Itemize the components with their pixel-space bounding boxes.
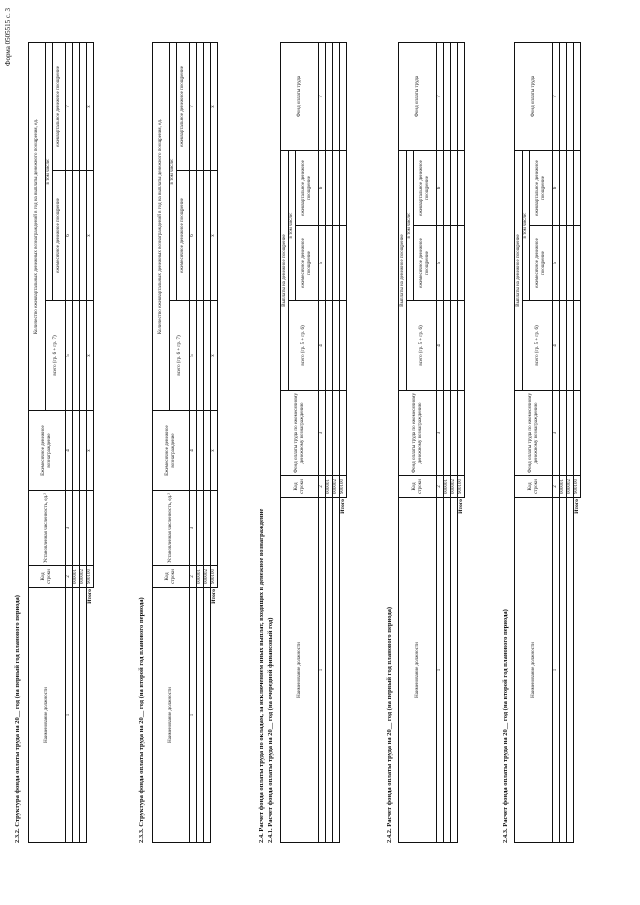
row-code: 000001	[73, 566, 80, 588]
cell-value[interactable]	[458, 150, 465, 225]
cell-value[interactable]	[560, 150, 567, 225]
header-position: Наименование должности	[29, 588, 66, 843]
cell-value[interactable]	[73, 301, 80, 411]
cell-value[interactable]	[444, 226, 451, 301]
header-fund: Фонд оплаты труда	[399, 42, 437, 150]
total-code: 900100	[87, 566, 94, 588]
col-number: 3	[319, 391, 326, 476]
cell-value[interactable]	[560, 301, 567, 391]
cell-value[interactable]	[340, 150, 347, 225]
cell-value[interactable]	[73, 42, 80, 170]
header-quarterly-bonus: ежеквартальное денежное поощрение	[414, 150, 437, 225]
cell-value[interactable]	[73, 491, 80, 566]
section-title-2-3-3: 2.3.3. Структура фонда оплаты труда на 20__ год (на второй год планового периода)	[138, 597, 145, 843]
total-row	[211, 42, 218, 842]
cell-value[interactable]	[560, 391, 567, 476]
col-number: 2	[190, 566, 197, 588]
col-number: 4	[319, 301, 326, 391]
header-fund-monthly: Фонд оплаты труда по ежемесячному денежному вознаграждению	[515, 391, 553, 476]
cell-value[interactable]	[80, 411, 87, 491]
header-incl: в том числе:	[289, 150, 296, 300]
col-number: 5	[66, 301, 73, 411]
header-total: всего (гр. 5 + гр. 6)	[407, 301, 437, 391]
cell-value[interactable]	[326, 150, 333, 225]
cell-value[interactable]	[444, 42, 451, 150]
cell-value[interactable]	[451, 301, 458, 391]
cell-value[interactable]	[574, 226, 581, 301]
cell-value[interactable]	[451, 391, 458, 476]
header-fund: Фонд оплаты труда	[515, 42, 553, 150]
header-monthly: Ежемесячное денежное вознаграждение	[153, 411, 190, 491]
table-row	[333, 42, 340, 842]
total-row	[574, 42, 581, 842]
cell-value[interactable]	[451, 226, 458, 301]
cell-value[interactable]	[560, 42, 567, 150]
x-mark: x	[211, 301, 218, 411]
col-number: 6	[553, 150, 560, 225]
header-fund: Фонд оплаты труда	[281, 42, 319, 150]
header-quarterly-bonus: ежеквартальное денежное поощрение	[53, 42, 66, 170]
cell-value[interactable]	[204, 171, 211, 301]
cell-value[interactable]	[73, 411, 80, 491]
col-number: 2	[553, 476, 560, 498]
section-title-2-3-2: 2.3.2. Структура фонда оплаты труда на 20__ год (на первый год планового периода)	[14, 595, 21, 843]
col-number: 5	[553, 226, 560, 301]
x-mark: x	[87, 42, 94, 170]
cell-value[interactable]	[204, 301, 211, 411]
header-total: всего (гр. 6 + гр. 7)	[46, 301, 66, 411]
header-code: Код строки	[153, 566, 190, 588]
cell-value[interactable]	[204, 42, 211, 170]
x-mark: x	[211, 411, 218, 491]
cell-value[interactable]	[574, 42, 581, 150]
row-code: 000002	[333, 476, 340, 498]
cell-value[interactable]	[567, 150, 574, 225]
header-payments-group: Выплаты на денежное поощрение	[281, 150, 289, 390]
cell-value[interactable]	[340, 391, 347, 476]
x-mark: x	[211, 171, 218, 301]
col-number: 5	[319, 226, 326, 301]
cell-value[interactable]	[574, 391, 581, 476]
header-incl: в том числе:	[46, 42, 53, 300]
cell-value[interactable]	[567, 391, 574, 476]
cell-value[interactable]	[326, 42, 333, 150]
header-position: Наименование должности	[153, 588, 190, 843]
header-incl: в том числе:	[407, 150, 414, 300]
cell-value[interactable]	[444, 150, 451, 225]
header-monthly-bonus: ежемесячное денежное поощрение	[177, 171, 190, 301]
col-number: 4	[437, 301, 444, 391]
cell-position[interactable]	[73, 588, 80, 843]
header-quarterly-group: Количество ежеквартальных денежных вознаграждений в год на выплаты денежного поощрения, ед.	[29, 42, 46, 410]
cell-position[interactable]	[204, 588, 211, 843]
header-code: Код строки	[281, 476, 319, 498]
header-payments-group: Выплаты на денежное поощрение	[515, 150, 523, 390]
table-row	[73, 42, 80, 842]
col-number: 4	[553, 301, 560, 391]
total-row	[87, 42, 94, 842]
col-number: 3	[190, 491, 197, 566]
row-code: 000001	[326, 476, 333, 498]
total-label: Итого	[87, 589, 94, 604]
cell-value[interactable]	[574, 150, 581, 225]
header-monthly-bonus: ежемесячное денежное поощрение	[53, 171, 66, 301]
header-position: Наименование должности	[281, 498, 319, 843]
cell-position[interactable]	[567, 498, 574, 843]
row-code: 000001	[560, 476, 567, 498]
col-number: 4	[190, 411, 197, 491]
cell-value[interactable]	[333, 301, 340, 391]
header-monthly-bonus: ежемесячное денежное поощрение	[414, 226, 437, 301]
cell-value[interactable]	[340, 226, 347, 301]
section-title-2-4: 2.4. Расчет фонда оплаты труда по окладам, за исключением иных выплат, входящих в денежное вознаграждение	[258, 508, 265, 843]
total-label: Итого	[458, 499, 465, 514]
table-row	[560, 42, 567, 842]
table-row	[567, 42, 574, 842]
cell-value[interactable]	[326, 301, 333, 391]
col-number: 2	[319, 476, 326, 498]
row-code: 000002	[567, 476, 574, 498]
cell-value[interactable]	[451, 150, 458, 225]
header-code: Код строки	[29, 566, 66, 588]
header-quarterly-bonus: ежеквартальное денежное поощрение	[177, 42, 190, 170]
cell-position[interactable]	[197, 588, 204, 843]
cell-value[interactable]	[326, 226, 333, 301]
cell-value[interactable]	[444, 391, 451, 476]
cell-position[interactable]	[333, 498, 340, 843]
total-row	[458, 42, 465, 842]
total-label: Итого	[211, 589, 218, 604]
col-number: 1	[553, 498, 560, 843]
row-code: 000002	[451, 476, 458, 498]
header-total: всего (гр. 6 + гр. 7)	[170, 301, 190, 411]
header-monthly: Ежемесячное денежное вознаграждение	[29, 411, 66, 491]
cell-value[interactable]	[458, 391, 465, 476]
cell-value[interactable]	[567, 42, 574, 150]
row-code: 000001	[197, 566, 204, 588]
x-mark: x	[211, 42, 218, 170]
cell-value[interactable]	[80, 491, 87, 566]
total-code: 900100	[574, 476, 581, 498]
col-number: 7	[190, 42, 197, 170]
cell-value[interactable]	[197, 171, 204, 301]
header-fund-monthly: Фонд оплаты труда по ежемесячному денежному вознаграждению	[281, 391, 319, 476]
cell-value[interactable]	[80, 171, 87, 301]
col-number: 1	[437, 498, 444, 843]
col-number: 6	[437, 150, 444, 225]
cell-value[interactable]	[567, 226, 574, 301]
cell-value[interactable]	[326, 391, 333, 476]
cell-value[interactable]	[340, 301, 347, 391]
cell-position[interactable]	[326, 498, 333, 843]
col-number: 4	[66, 411, 73, 491]
col-number: 3	[437, 391, 444, 476]
header-incl: в том числе:	[170, 42, 177, 300]
header-quarterly-bonus: ежеквартальное денежное поощрение	[530, 150, 553, 225]
cell-position[interactable]	[80, 588, 87, 843]
col-number: 2	[437, 476, 444, 498]
col-number: 1	[319, 498, 326, 843]
cell-position[interactable]	[560, 498, 567, 843]
header-fund-monthly: Фонд оплаты труда по ежемесячному денежному вознаграждению	[399, 391, 437, 476]
total-label: Итого	[574, 499, 581, 514]
col-number: 7	[66, 42, 73, 170]
cell-value[interactable]	[197, 411, 204, 491]
cell-value[interactable]	[567, 301, 574, 391]
col-number: 7	[437, 42, 444, 150]
header-code: Код строки	[399, 476, 437, 498]
header-position: Наименование должности	[515, 498, 553, 843]
table-2-3-2	[28, 42, 94, 843]
table-2-4-2	[398, 42, 465, 843]
cell-value[interactable]	[333, 391, 340, 476]
col-number: 6	[190, 171, 197, 301]
col-number: 6	[66, 171, 73, 301]
header-quarterly-bonus: ежеквартальное денежное поощрение	[296, 150, 319, 225]
cell-value[interactable]	[197, 42, 204, 170]
row-code: 000001	[444, 476, 451, 498]
cell-value[interactable]	[197, 301, 204, 411]
cell-value[interactable]	[444, 301, 451, 391]
total-code: 900100	[340, 476, 347, 498]
cell-value[interactable]	[211, 491, 218, 566]
col-number: 5	[437, 226, 444, 301]
col-number: 3	[553, 391, 560, 476]
cell-value[interactable]	[458, 226, 465, 301]
col-number: 5	[190, 301, 197, 411]
cell-value[interactable]	[87, 491, 94, 566]
cell-value[interactable]	[451, 42, 458, 150]
table-2-4-1	[280, 42, 347, 843]
form-number: Форма 0505515 с. 3	[4, 8, 12, 67]
cell-value[interactable]	[80, 301, 87, 411]
section-title-2-4-3: 2.4.3. Расчет фонда оплаты труда на 20__ год (на второй год планового периода)	[502, 609, 509, 843]
table-row	[326, 42, 333, 842]
total-row	[340, 42, 347, 842]
table-row	[204, 42, 211, 842]
table-row	[444, 42, 451, 842]
total-code: 900100	[458, 476, 465, 498]
col-number: 2	[66, 566, 73, 588]
table-2-4-3	[514, 42, 581, 843]
cell-value[interactable]	[333, 42, 340, 150]
header-monthly-bonus: ежемесячное денежное поощрение	[530, 226, 553, 301]
cell-value[interactable]	[458, 42, 465, 150]
header-code: Код строки	[515, 476, 553, 498]
cell-position[interactable]	[451, 498, 458, 843]
x-mark: x	[87, 171, 94, 301]
row-code: 000002	[204, 566, 211, 588]
x-mark: x	[87, 301, 94, 411]
section-title-2-4-2: 2.4.2. Расчет фонда оплаты труда на 20__ год (на первый год планового периода)	[386, 606, 393, 843]
cell-value[interactable]	[333, 150, 340, 225]
cell-value[interactable]	[333, 226, 340, 301]
header-staff: Установленная численность, ед.²	[29, 491, 66, 566]
cell-value[interactable]	[574, 301, 581, 391]
table-2-3-3	[152, 42, 218, 843]
col-number: 1	[190, 588, 197, 843]
header-position: Наименование должности	[399, 498, 437, 843]
cell-position[interactable]	[444, 498, 451, 843]
col-number: 6	[319, 150, 326, 225]
table-row	[80, 42, 87, 842]
header-staff: Установленная численность, ед.²	[153, 491, 190, 566]
row-code: 000002	[80, 566, 87, 588]
cell-value[interactable]	[204, 491, 211, 566]
cell-value[interactable]	[458, 301, 465, 391]
cell-value[interactable]	[560, 226, 567, 301]
cell-value[interactable]	[80, 42, 87, 170]
header-quarterly-group: Количество ежеквартальных денежных вознаграждений в год на выплаты денежного поощрения, ед.	[153, 42, 170, 410]
cell-value[interactable]	[197, 491, 204, 566]
header-total: всего (гр. 5 + гр. 6)	[289, 301, 319, 391]
header-total: всего (гр. 5 + гр. 6)	[523, 301, 553, 391]
table-row	[197, 42, 204, 842]
cell-value[interactable]	[340, 42, 347, 150]
section-title-2-4-1: 2.4.1. Расчет фонда оплаты труда на 20__ год (на очередной финансовый год)	[267, 617, 274, 843]
col-number: 1	[66, 588, 73, 843]
cell-value[interactable]	[204, 411, 211, 491]
total-label: Итого	[340, 499, 347, 514]
total-code: 900100	[211, 566, 218, 588]
cell-value[interactable]	[73, 171, 80, 301]
x-mark: x	[87, 411, 94, 491]
header-incl: в том числе:	[523, 150, 530, 300]
header-monthly-bonus: ежемесячное денежное поощрение	[296, 226, 319, 301]
header-payments-group: Выплаты на денежное поощрение	[399, 150, 407, 390]
table-row	[451, 42, 458, 842]
col-number: 7	[553, 42, 560, 150]
col-number: 7	[319, 42, 326, 150]
col-number: 3	[66, 491, 73, 566]
